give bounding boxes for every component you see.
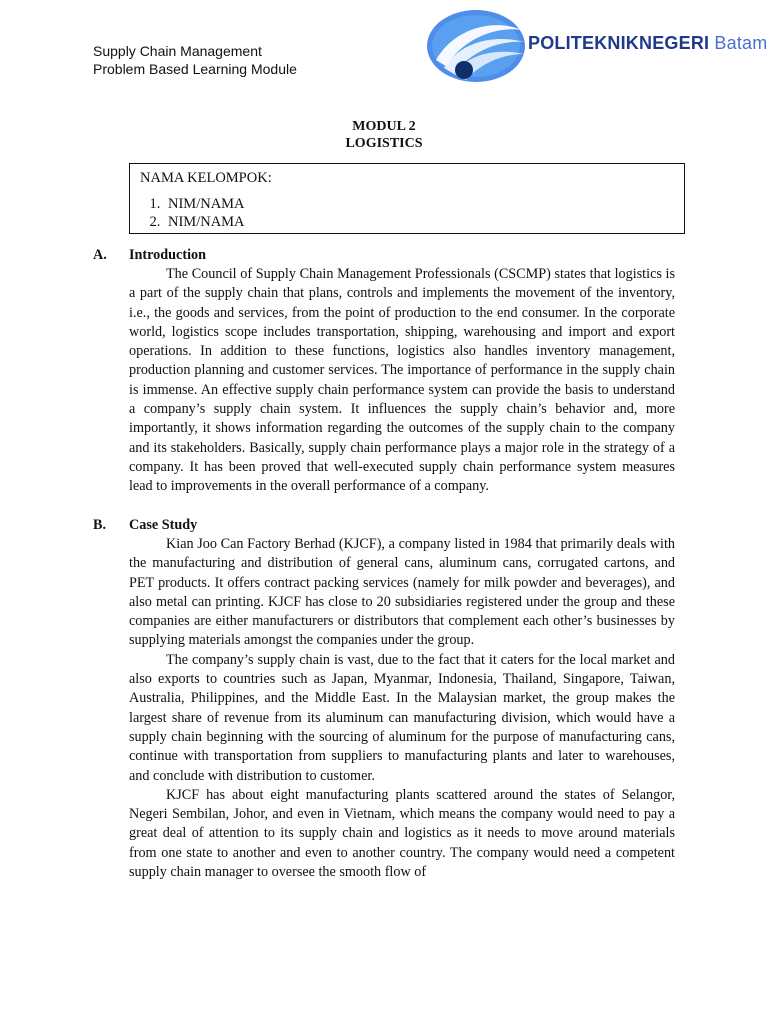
paragraph: The Council of Supply Chain Management Professionals (CSCMP) states that logistics is a part of the supply chain that plans, controls and implements the movement of the inventory, i.e., the goods and services, from the point of production to the end consumer. In the corporate world, logistics scope includes transportation, shipping, warehousing and import and export operations. In addition to these functions, logistics also handles inventory management, production planning and customer services. The importance of performance in the supply chain is immense. An effective supply chain performance system can provide the basis to understand a company’s supply chain system. It influences the supply chain’s behavior and, more importantly, it shows information regarding the outcomes of the supply chain to the company and its stakeholders. Basically, supply chain performance plays a major role in the strategy of a company. It has been proved that well-executed supply chain performance system measures lead to improvements in the overall performance of a company. [129, 266, 675, 495]
group-label: NAMA KELOMPOK: [140, 170, 272, 186]
paragraph: The company’s supply chain is vast, due to the fact that it caters for the local market and also exports to countries such as Japan, Myanmar, Indonesia, Thailand, Singapore, Taiwan, Australia, Philippines, and the Middle East. In the Malaysian market, the group makes the largest share of revenue from its aluminum can manufacturing division, which would have a supply chain beginning with the sourcing of aluminum for the purpose of manufacturing cans, continue with transportation from suppliers to manufacturing plants and later to warehouses, and conclude with distribution to customer. [129, 651, 675, 784]
logo-org-name: POLITEKNIKNEGERI [528, 33, 710, 53]
section-letter: B. [93, 517, 107, 533]
section-title: Case Study [129, 517, 198, 533]
section-a-body [129, 265, 675, 497]
paragraph: Kian Joo Can Factory Berhad (KJCF), a company listed in 1984 that primarily deals with the manufacturing and distribution of general cans, aluminum cans, corrugated cartons, and PET products. It offers contract packing services (namely for milk powder and beverages), and also metal can printing. KJCF has close to 20 subsidiaries registered under the group and these companies are either manufacturers or distributors that complement each other’s businesses by supplying materials amongst the companies under the group. [129, 536, 675, 649]
section-letter: A. [93, 247, 107, 263]
logo-city: Batam [714, 33, 768, 53]
document-header [93, 42, 297, 78]
paragraph: KJCF has about eight manufacturing plants scattered around the states of Selangor, Negeri Sembilan, Johor, and even in Vietnam, which means the company would need to pay a great deal of attention to its supply chain and logistics as it needs to move around materials from one state to another and even to another country. The company would need a competent supply chain manager to oversee the smooth flow of [129, 786, 675, 881]
logo-wordmark [528, 33, 767, 54]
swoosh-logo-icon [424, 8, 534, 84]
member-list [140, 195, 245, 231]
header-module-type: Problem Based Learning Module [93, 61, 297, 77]
section-title: Introduction [129, 247, 206, 263]
page-title [0, 118, 768, 152]
section-b-body [129, 535, 675, 882]
member-item: 1. NIM/NAMA [164, 195, 245, 213]
module-number: MODUL 2 [352, 119, 416, 134]
group-members-box [129, 163, 685, 234]
header-course-title: Supply Chain Management [93, 43, 262, 59]
member-item: 2. NIM/NAMA [164, 213, 245, 231]
module-topic: LOGISTICS [345, 136, 423, 151]
institution-logo [424, 8, 768, 84]
